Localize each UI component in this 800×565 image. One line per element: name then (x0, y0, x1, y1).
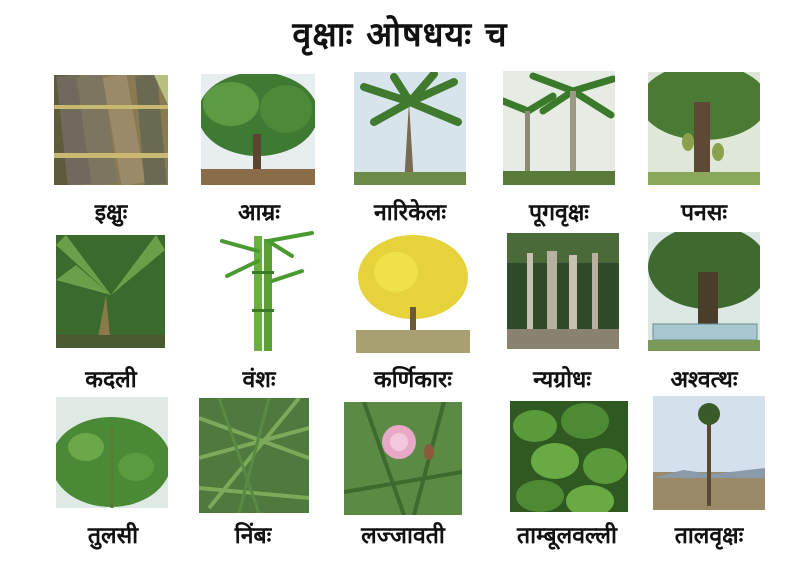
plant-label: पूगवृक्षः (529, 200, 589, 226)
plant-label: निंबः (234, 523, 272, 549)
coconut-palm-photo (354, 72, 466, 185)
plant-label: आम्रः (238, 200, 280, 226)
mango-tree-photo (201, 74, 315, 185)
plant-label: तुलसी (87, 523, 139, 549)
plant-label: कदली (85, 367, 137, 393)
banana-plant-photo (56, 235, 165, 348)
plant-label: पनसः (680, 200, 728, 226)
plant-label: कर्णिकारः (374, 367, 452, 393)
palmyra-palm-photo (653, 396, 765, 510)
plant-label: अश्वत्थः (670, 367, 738, 393)
jackfruit-tree-photo (648, 72, 760, 185)
golden-shower-tree-photo (356, 232, 470, 353)
sugarcane-photo (54, 75, 168, 185)
plant-label: न्यग्रोधः (533, 367, 591, 393)
plant-label: नारिकेलः (374, 200, 446, 226)
neem-photo (199, 398, 309, 513)
plant-label: ताम्बूलवल्ली (517, 523, 617, 549)
areca-palm-photo (503, 71, 615, 185)
page-title: वृक्षाः ओषधयः च (292, 15, 508, 55)
plant-label: लज्जावती (361, 523, 445, 549)
plant-label: इक्षुः (94, 200, 128, 226)
touch-me-not-photo (344, 402, 462, 515)
banyan-tree-photo (507, 233, 619, 349)
bamboo-photo (212, 231, 318, 351)
tulsi-photo (56, 397, 168, 508)
plant-label: वंशः (242, 367, 276, 393)
peepal-tree-photo (648, 232, 760, 351)
plant-label: तालवृक्षः (674, 523, 744, 549)
betel-leaf-photo (510, 401, 628, 512)
